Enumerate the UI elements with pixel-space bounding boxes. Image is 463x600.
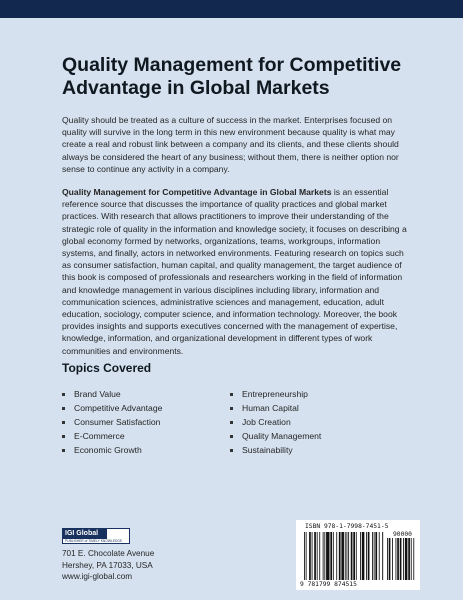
barcode-bar: [317, 532, 318, 580]
bullet-icon: [230, 407, 233, 410]
barcode-bar: [366, 532, 367, 580]
barcode-bar: [333, 532, 334, 580]
ean-digits: 9 781799 874515: [300, 581, 357, 588]
barcode-bar: [413, 538, 414, 580]
description-book-title: Quality Management for Competitive Advantage in Global Markets: [62, 187, 332, 197]
book-title: [62, 54, 422, 100]
barcode-bar: [387, 538, 388, 580]
bullet-icon: [230, 393, 233, 396]
barcode-bar: [362, 532, 365, 580]
barcode-panel: [296, 520, 420, 590]
barcode-bar: [389, 538, 391, 580]
barcode-bar: [405, 538, 408, 580]
barcode-bar: [330, 532, 332, 580]
description-text: is an essential reference source that discusses the importance of quality practices and global market practices. With research that allows practitioners to improve their understanding of the strategic role of quality in the information and knowledge society, it focuses on describing a global economy formed by networks, organizations, teams, workgroups, information systems, and finally, actors in networked environments. Featuring research on topics such as consumer satisfaction, human capital, and quality management, the target audience of this book is composed of professionals and researchers working in the field of information and knowledge management in various disciplines including library, information and communication sciences, administrative sciences and management, education, adult education, sociology, computer science, and information technology. Moreover, the book provides insights and supports executives concerned with the management of expertise, knowledge, information, and organizational development in different types of work communities and environments.: [62, 187, 407, 356]
topic-item: [230, 415, 321, 429]
barcode-bar: [372, 532, 373, 580]
topics-heading: Topics Covered: [62, 361, 152, 375]
topic-item: [62, 429, 162, 443]
barcode-bar: [360, 532, 361, 580]
barcode-bar: [368, 532, 370, 580]
topic-label: Human Capital: [242, 403, 299, 413]
barcode-bar: [314, 532, 316, 580]
barcode-bar: [379, 532, 380, 580]
address-street: 701 E. Chocolate Avenue: [62, 549, 155, 558]
topic-label: Competitive Advantage: [74, 403, 163, 413]
barcode-bar: [353, 532, 355, 580]
bullet-icon: [230, 449, 233, 452]
topic-label: E-Commerce: [74, 431, 125, 441]
price-code: 90000: [393, 531, 412, 538]
topic-item: [230, 387, 321, 401]
description-paragraph: [62, 186, 407, 357]
barcode-bar: [304, 532, 305, 580]
topic-label: Brand Value: [74, 389, 121, 399]
barcode-bar: [403, 538, 404, 580]
bullet-icon: [62, 407, 65, 410]
barcode-bar: [341, 532, 344, 580]
title-line-1: Quality Management for Competitive: [62, 54, 402, 76]
publisher-address: [62, 548, 154, 583]
barcode-bar: [375, 532, 377, 580]
isbn-label: ISBN 978-1-7998-7451-5: [305, 523, 389, 530]
barcode-bar: [324, 532, 325, 580]
topic-label: Economic Growth: [74, 445, 142, 455]
barcode-bar: [339, 532, 341, 580]
topic-label: Consumer Satisfaction: [74, 417, 161, 427]
bullet-icon: [62, 435, 65, 438]
topic-item: [62, 401, 162, 415]
barcode-bar: [326, 532, 329, 580]
top-band: [0, 0, 463, 18]
ean-barcode: [304, 532, 384, 580]
barcode-bar: [312, 532, 313, 580]
barcode-bar: [392, 538, 393, 580]
barcode-bar: [309, 532, 311, 580]
topic-item: [230, 429, 321, 443]
barcode-bar: [411, 538, 412, 580]
barcode-bar: [400, 538, 402, 580]
topic-label: Sustainability: [242, 445, 293, 455]
barcode-bar: [306, 532, 307, 580]
publisher-logo: [62, 528, 130, 544]
barcode-bar: [347, 532, 348, 580]
topic-label: Job Creation: [242, 417, 291, 427]
topic-label: Entrepreneurship: [242, 389, 308, 399]
bullet-icon: [62, 449, 65, 452]
addon-barcode: [387, 538, 415, 580]
topic-label: Quality Management: [242, 431, 322, 441]
barcode-bar: [348, 532, 349, 580]
address-city: Hershey, PA 17033, USA: [62, 560, 153, 570]
barcode-bar: [345, 532, 346, 580]
topic-item: [62, 415, 162, 429]
barcode-bar: [374, 532, 375, 580]
barcode-bar: [396, 538, 397, 580]
bullet-icon: [230, 435, 233, 438]
barcode-bar: [356, 532, 357, 580]
barcode-bar: [351, 532, 353, 580]
bullet-icon: [62, 393, 65, 396]
topics-list-left: [62, 387, 162, 457]
topic-item: [62, 443, 162, 457]
bullet-icon: [230, 421, 233, 424]
barcode-bar: [323, 532, 324, 580]
logo-tagline: PUBLISHER of TIMELY KNOWLEDGE: [65, 539, 123, 543]
barcode-bar: [382, 532, 383, 580]
topic-item: [230, 443, 321, 457]
barcode-bar: [397, 538, 399, 580]
logo-wordmark: IGI Global: [63, 529, 107, 539]
publisher-website: www.igi-global.com: [62, 572, 133, 581]
bullet-icon: [62, 421, 65, 424]
barcode-bar: [336, 532, 337, 580]
intro-paragraph: Quality should be treated as a culture of success in the market. Enterprises focused on quality will survive in the long term in this new environment because quality is what may create a real and robust link between a company and its clients, and these clients should always be considered the heart of any business; without them, there is neither option nor sense to continue any activity in a company.: [62, 115, 399, 174]
barcode-bar: [408, 538, 410, 580]
topic-item: [62, 387, 162, 401]
barcode-bar: [319, 532, 320, 580]
topic-item: [230, 401, 321, 415]
title-line-2: Advantage in Global Markets: [62, 77, 330, 99]
topics-list-right: [230, 387, 321, 457]
